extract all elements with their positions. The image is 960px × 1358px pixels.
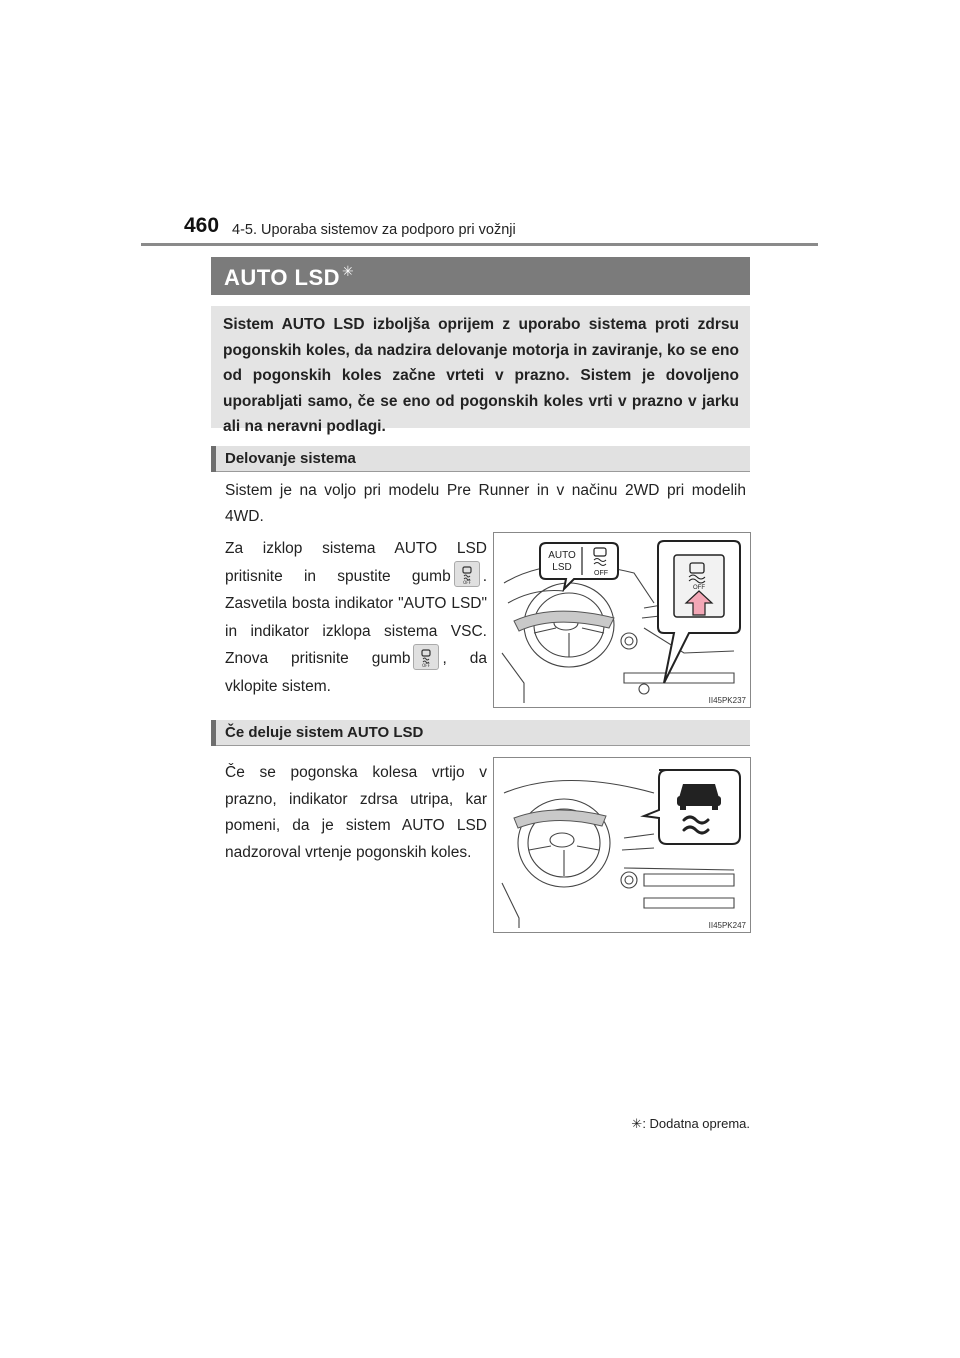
dashboard-slip-illustration <box>494 758 750 932</box>
figure-code: II45PK237 <box>708 696 746 705</box>
heading-system-operation <box>211 446 750 472</box>
title-text: AUTO LSD <box>224 265 341 290</box>
vsc-off-button-icon <box>413 644 439 670</box>
intro-box <box>211 306 750 435</box>
figure-dashboard-button <box>493 532 751 708</box>
section-title <box>224 265 354 291</box>
dashboard-illustration <box>494 533 750 707</box>
heading-text: Delovanje sistema <box>225 450 356 467</box>
vsc-off-button-icon <box>454 561 480 587</box>
section-title-bar <box>211 257 750 295</box>
figure-slip-indicator <box>493 757 751 933</box>
header-rule <box>141 243 818 246</box>
chapter-title: 4-5. Uporaba sistemov za podporo pri vožnji <box>232 222 516 238</box>
lsd-label: LSD <box>552 562 572 573</box>
footnote-text: : Dodatna oprema. <box>642 1116 750 1131</box>
auto-label: AUTO <box>548 550 576 561</box>
svg-text:OFF: OFF <box>693 585 705 591</box>
page-number: 460 <box>184 214 220 237</box>
availability-paragraph: Sistem je na voljo pri modelu Pre Runner in v načinu 2WD pri modelih 4WD. <box>225 482 746 525</box>
figure-code: II45PK247 <box>708 921 746 930</box>
heading-when-system-operates <box>211 720 750 746</box>
intro-text: Sistem AUTO LSD izboljša oprijem z uporabo sistema proti zdrsu pogonskih koles, da nadzira delovanje motorja in zaviranje, ko se eno od pogonskih koles začne vrteti v prazno. Sistem je dovoljeno uporabljati samo, če se eno od pogonskih koles vrti v prazno v jarku ali na neravni podlagi. <box>223 316 739 435</box>
off-label: OFF <box>594 570 608 577</box>
button-instructions-paragraph: Za izklop sistema AUTO LSD pritisnite in spustite gumb OFF . Zasvetila bosta indikator "AUTO LSD" in indikator izklopa sistema VSC. Znova pritisnite gumb OFF , da vklopite sistem. <box>225 540 487 695</box>
svg-text:OFF: OFF <box>422 662 431 668</box>
operation-paragraph: Če se pogonska kolesa vrtijo v prazno, indikator zdrsa utripa, kar pomeni, da je sistem AUTO LSD nadzoroval vrtenje pogonskih koles. <box>225 764 487 861</box>
svg-text:OFF: OFF <box>462 580 471 586</box>
heading-text: Če deluje sistem AUTO LSD <box>225 724 424 741</box>
footnote-marker: ✳ <box>631 1116 643 1131</box>
footnote <box>631 1116 750 1132</box>
optional-equipment-marker: ✳ <box>342 263 355 279</box>
